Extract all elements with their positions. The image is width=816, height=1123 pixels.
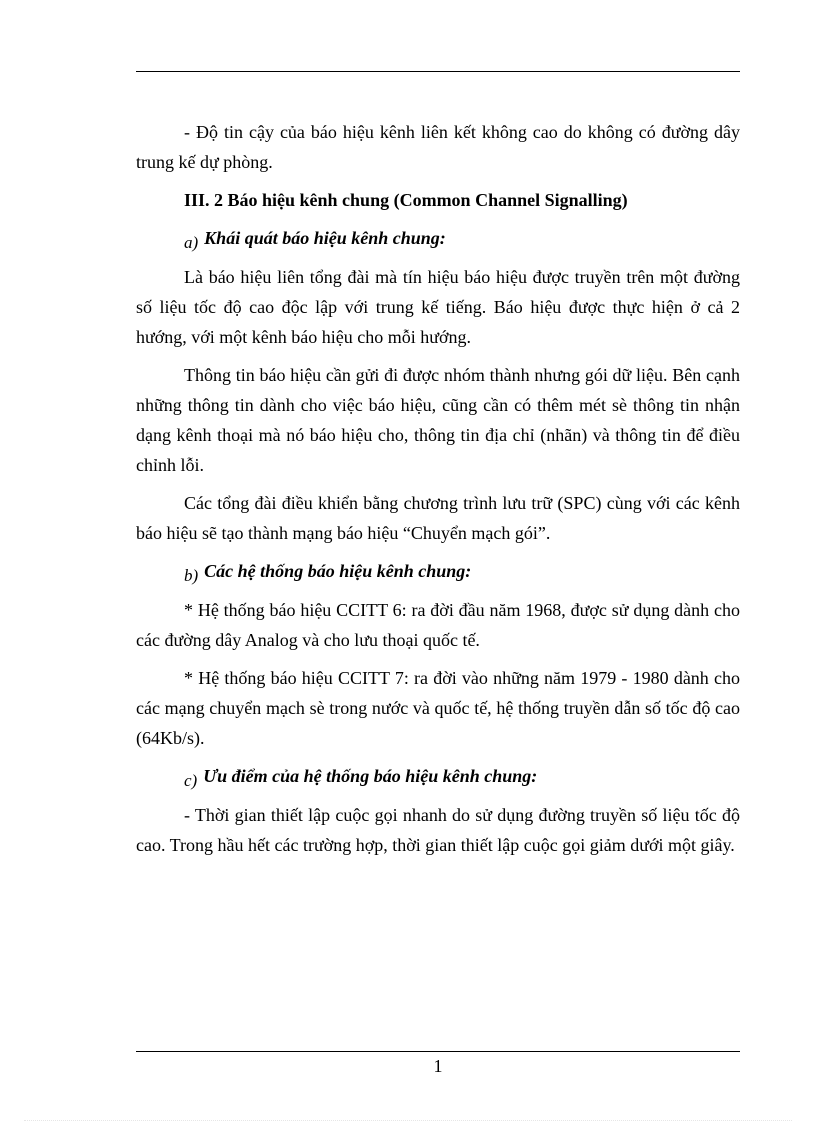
section-heading: III. 2 Báo hiệu kênh chung (Common Channel Signalling): [184, 190, 628, 210]
subheading-c-letter: c): [184, 771, 198, 790]
subheading-b-letter: b): [184, 566, 199, 585]
paragraph-definition: Là báo hiệu liên tổng đài mà tín hiệu báo hiệu được truyền trên một đường số liệu tốc độ cao độc lập với trung kế tiếng. Báo hiệu được thực hiện ở cả 2 hướng, với một kênh báo hiệu cho mỗi hướng.: [136, 267, 740, 347]
page-edge-divider: [24, 1120, 792, 1121]
subheading-b: [136, 556, 740, 587]
paragraph-reliability: - Độ tin cậy của báo hiệu kênh liên kết không cao do không có đường dây trung kế dự phòng.: [136, 122, 740, 172]
subheading-a-title: Khái quát báo hiệu kênh chung:: [204, 228, 446, 248]
subheading-c: [136, 761, 740, 792]
paragraph-ccitt6: * Hệ thống báo hiệu CCITT 6: ra đời đầu năm 1968, được sử dụng dành cho các đường dây Analog và cho lưu thoại quốc tế.: [136, 600, 740, 650]
page-number: 1: [433, 1056, 443, 1076]
subheading-a: [136, 223, 740, 254]
paragraph-setup-time: - Thời gian thiết lập cuộc gọi nhanh do sử dụng đường truyền số liệu tốc độ cao. Trong hầu hết các trường hợp, thời gian thiết lập cuộc gọi giảm dưới một giây.: [136, 805, 740, 855]
paragraph-ccitt7: * Hệ thống báo hiệu CCITT 7: ra đời vào những năm 1979 - 1980 dành cho các mạng chuyển mạch sè trong nước và quốc tế, hệ thống truyền dẫn số tốc độ cao (64Kb/s).: [136, 668, 740, 748]
paragraph-spc: Các tổng đài điều khiển bằng chương trình lưu trữ (SPC) cùng với các kênh báo hiệu sẽ tạo thành mạng báo hiệu “Chuyển mạch gói”.: [136, 493, 740, 543]
subheading-c-title: Ưu điểm của hệ thống báo hiệu kênh chung:: [203, 766, 538, 786]
subheading-a-letter: a): [184, 233, 199, 252]
header-rule: [136, 71, 740, 72]
subheading-b-title: Các hệ thống báo hiệu kênh chung:: [204, 561, 472, 581]
footer-rule: [136, 1051, 740, 1052]
paragraph-signalling-info: Thông tin báo hiệu cần gửi đi được nhóm thành nhưng gói dữ liệu. Bên cạnh những thông tin dành cho việc báo hiệu, cũng cần có thêm mét sè thông tin nhận dạng kênh thoại mà nó báo hiệu cho, thông tin địa chỉ (nhãn) và thông tin để điều chỉnh lỗi.: [136, 365, 740, 475]
document-body: [136, 117, 740, 868]
